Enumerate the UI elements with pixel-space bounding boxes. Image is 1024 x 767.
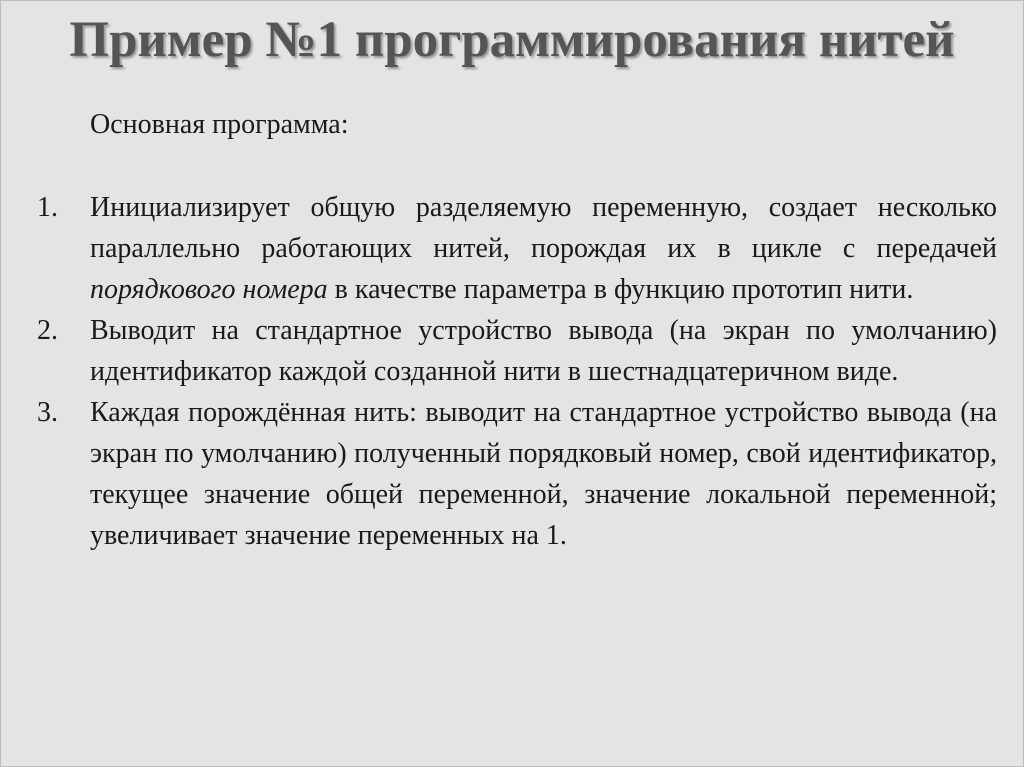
list-item-text: Инициализирует общую разделяемую переменную, создает несколько параллельно работающих нитей, порождая их в цикле с передачей bbox=[90, 192, 997, 264]
numbered-list bbox=[37, 187, 997, 556]
list-item-1 bbox=[37, 187, 997, 310]
intro-text: Основная программа: bbox=[90, 109, 349, 140]
list-number: 3. bbox=[37, 397, 58, 428]
slide-title: Пример №1 программирования нитей bbox=[69, 12, 955, 68]
list-number: 2. bbox=[37, 315, 58, 346]
list-item-text: Выводит на стандартное устройство вывода (на экран по умолчанию) идентификатор каждой созданной нити в шестнадцатеричном виде. bbox=[90, 315, 997, 387]
emphasized-term: порядкового номера bbox=[90, 274, 328, 305]
list-item-3 bbox=[37, 392, 997, 556]
list-number: 1. bbox=[37, 192, 58, 223]
list-item-text: в качестве параметра в функцию прототип нити. bbox=[327, 274, 914, 305]
list-item-2 bbox=[37, 310, 997, 392]
list-item-text: Каждая порождённая нить: выводит на стандартное устройство вывода (на экран по умолчанию) полученный порядковый номер, свой идентификатор, текущее значение общей переменной, значение локальной переменной; увеличивает значение переменных на 1. bbox=[90, 397, 997, 551]
